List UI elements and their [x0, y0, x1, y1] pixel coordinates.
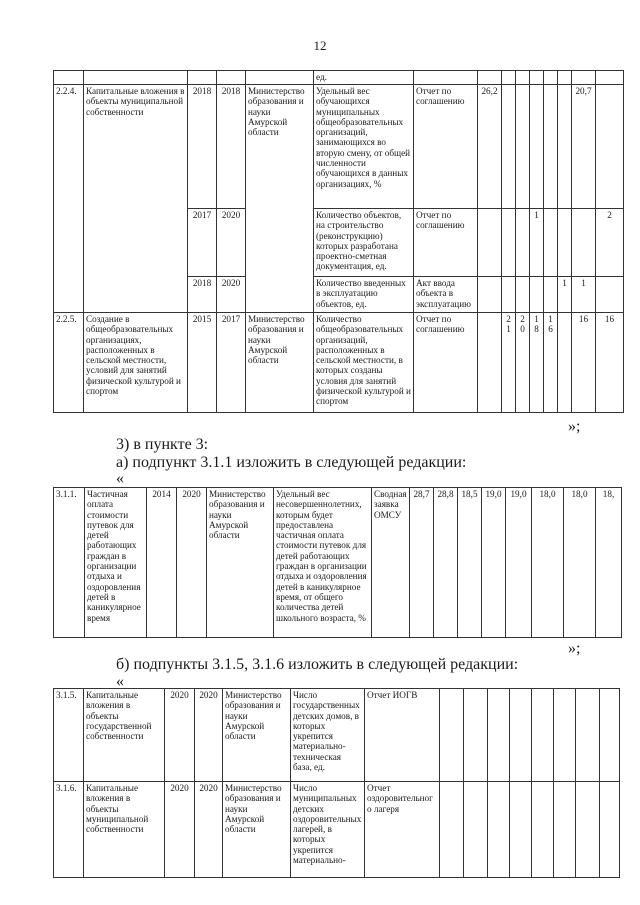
year-end: 2017	[217, 313, 246, 413]
subsection-heading: б) подпункты 3.1.5, 3.1.6 изложить в следующей редакции:	[116, 656, 519, 673]
value-cell: 1	[572, 277, 596, 313]
row-name: Капитальные вложения в объекты муниципальной собственности	[84, 85, 188, 313]
row-source: Отчет оздоровительного лагеря	[365, 782, 440, 878]
row-source: Сводная заявка ОМСУ	[372, 488, 410, 638]
year-end: 2020	[217, 277, 246, 313]
row-name: Капитальные вложения в объекты государственной собственности	[84, 689, 165, 782]
row-ministry: Министерство образования и науки Амурской области	[246, 85, 314, 313]
value-cell	[478, 277, 502, 313]
row-code: 3.1.1.	[54, 488, 85, 638]
row-indicator: Количество общеобразовательных организаций, расположенных в сельской местности, в которых созданы условия для занятий физической культурой и спортом	[314, 313, 414, 413]
row-ministry: Министерство образования и науки Амурской области	[207, 488, 274, 638]
row-name: Частичная оплата стоимости путевок для детей работающих граждан в организации отдыха и оздоровления детей в каникулярное время	[85, 488, 147, 638]
row-indicator: Количество объектов, на строительство (реконструкцию) которых разработана проектно-сметная документация, ед.	[314, 209, 414, 277]
year-end: 2018	[217, 85, 246, 209]
value-cell	[530, 85, 544, 209]
year-start: 2020	[165, 689, 195, 782]
row-code: 2.2.4.	[54, 85, 84, 313]
value-cell: 21	[502, 313, 516, 413]
opening-quote: «	[116, 470, 124, 487]
row-indicator: Число муниципальных детских оздоровительных лагерей, в которых укрепится материально-	[291, 782, 365, 878]
value-cell	[502, 209, 516, 277]
row-indicator: Удельный вес несовершеннолетних, которым будет предоставлена частичная оплата стоимости путевок для детей работающих граждан в организации отдыха и оздоровления детей в каникулярное время, от общего количества детей школьного возраста, %	[274, 488, 372, 638]
table-row	[54, 313, 624, 413]
year-end: 2020	[195, 782, 223, 878]
value-cell	[530, 277, 544, 313]
row-indicator: Количество введенных в эксплуатацию объектов, ед.	[314, 277, 414, 313]
table-section-2-2	[53, 70, 624, 413]
value-cell: 18,0	[532, 488, 564, 638]
row-indicator: Удельный вес обучающихся муниципальных общеобразовательных организаций, занимающихся во вторую смену, от общей численности обучающихся в данных организациях, %	[314, 85, 414, 209]
year-end: 2020	[177, 488, 207, 638]
value-cell	[516, 277, 530, 313]
table-row	[54, 689, 620, 782]
section-heading: 3) в пункте 3:	[116, 436, 209, 453]
value-cell	[544, 85, 558, 209]
value-cell	[478, 313, 502, 413]
closing-quote: »;	[568, 640, 581, 657]
closing-quote: »;	[568, 418, 581, 435]
value-cell: 19,0	[506, 488, 532, 638]
year-start: 2020	[165, 782, 195, 878]
row-code: 3.1.6.	[54, 782, 84, 878]
year-start: 2018	[188, 85, 217, 209]
table-section-3-1-5-6	[53, 688, 620, 878]
value-cell: 18	[530, 313, 544, 413]
value-cell	[572, 209, 596, 277]
table-section-3-1-1	[53, 487, 622, 638]
value-cell: 16	[572, 313, 596, 413]
value-cell	[502, 277, 516, 313]
value-cell: 28,8	[434, 488, 458, 638]
value-cell: 26,2	[478, 85, 502, 209]
table-row	[54, 85, 624, 209]
value-cell	[516, 209, 530, 277]
opening-quote: «	[116, 673, 124, 690]
value-cell: 18,0	[564, 488, 596, 638]
row-code: 3.1.5.	[54, 689, 84, 782]
year-start: 2015	[188, 313, 217, 413]
value-cell	[558, 85, 572, 209]
value-cell: 18,5	[458, 488, 482, 638]
row-source: Отчет ИОГВ	[365, 689, 440, 782]
value-cell: 16	[596, 313, 624, 413]
row-indicator: Число государственных детских домов, в которых укрепится материально-техническая база, ед.	[291, 689, 365, 782]
table-row	[54, 488, 622, 638]
year-start: 2014	[147, 488, 177, 638]
subsection-heading: а) подпункт 3.1.1 изложить в следующей редакции:	[116, 454, 467, 471]
value-cell	[544, 277, 558, 313]
value-cell: 2	[596, 209, 624, 277]
year-start: 2017	[188, 209, 217, 277]
value-cell	[478, 209, 502, 277]
value-cell: 1	[530, 209, 544, 277]
value-cell: 20,7	[572, 85, 596, 209]
row-ministry: Министерство образования и науки Амурской области	[223, 782, 291, 878]
page-number: 12	[313, 38, 327, 53]
value-cell: 18,	[596, 488, 622, 638]
row-ministry: Министерство образования и науки Амурской области	[246, 313, 314, 413]
table-row	[54, 782, 620, 878]
row-source: Акт ввода объекта в эксплуатацию	[414, 277, 478, 313]
value-cell: 16	[544, 313, 558, 413]
row-name: Создание в общеобразовательных организациях, расположенных в сельской местности, условий для занятий физической культурой и спортом	[84, 313, 188, 413]
value-cell: 19,0	[482, 488, 506, 638]
value-cell	[558, 313, 572, 413]
row-code: 2.2.5.	[54, 313, 84, 413]
value-cell	[558, 209, 572, 277]
table-cell: ед.	[314, 71, 414, 85]
value-cell	[502, 85, 516, 209]
year-end: 2020	[217, 209, 246, 277]
row-source: Отчет по соглашению	[414, 209, 478, 277]
value-cell	[596, 277, 624, 313]
row-ministry: Министерство образования и науки Амурской области	[223, 689, 291, 782]
row-source: Отчет по соглашению	[414, 85, 478, 209]
value-cell: 1	[558, 277, 572, 313]
value-cell	[544, 209, 558, 277]
value-cell	[596, 85, 624, 209]
row-source: Отчет по соглашению	[414, 313, 478, 413]
year-end: 2020	[195, 689, 223, 782]
value-cell: 28,7	[410, 488, 434, 638]
value-cell	[516, 85, 530, 209]
row-name: Капитальные вложения в объекты муниципальной собственности	[84, 782, 165, 878]
value-cell: 20	[516, 313, 530, 413]
year-start: 2018	[188, 277, 217, 313]
